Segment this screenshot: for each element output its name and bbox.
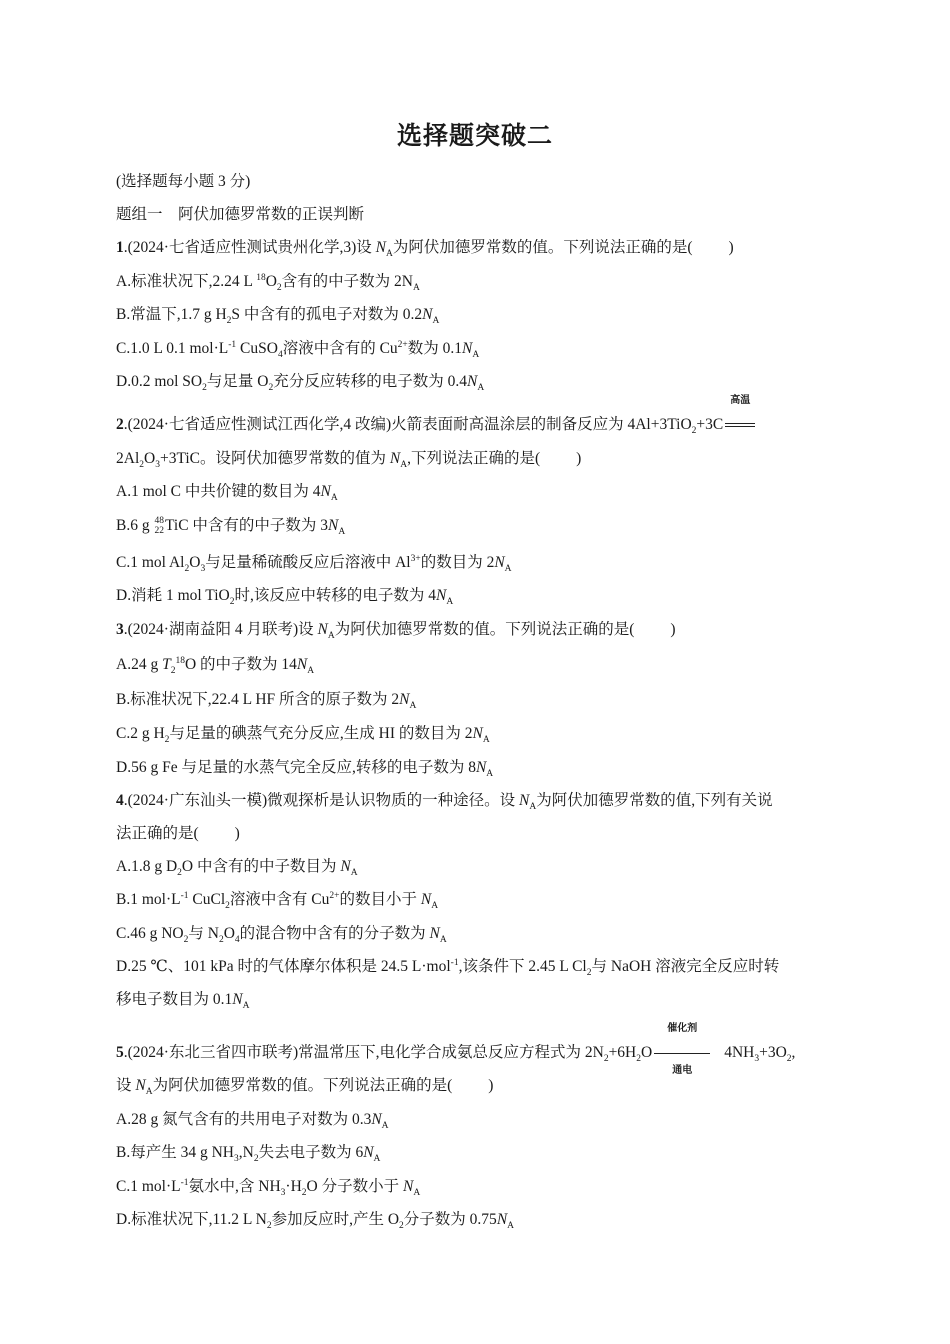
question-4-option-c: C.46 g $NO_2$与 $N_2O_4$的混合物中含有的分子数为 $N_A$: [116, 925, 447, 946]
question-5-option-b: B.每产生 34 g $NH_3,N_2$失去电子数为 $6N_A$: [116, 1144, 381, 1165]
question-4-option-d-line2: 移电子数目为 $0.1N_A$: [116, 991, 250, 1012]
reaction-condition: 高温: [725, 415, 755, 435]
question-5-option-c: C.1 $mol\cdot L^{-1}$氨水中,含 $NH_3\cdot H_2O$ 分子数小于 $N_A$: [116, 1177, 421, 1199]
question-5-stem: 5.(2024·东北三省四市联考)常温常压下,电化学合成氨总反应方程式为 $2N_2+6H_2O$ 催化剂 通电 $4NH_3+3O_2$,: [116, 1023, 796, 1076]
question-1-option-d: D.0.2 mol $SO_2$与足量 $O_2$充分反应转移的电子数为 $0.4N_A$: [116, 373, 485, 394]
question-1-option-b: B.常温下,1.7 g $H_2S$ 中含有的孤电子对数为 $0.2N_A$: [116, 306, 440, 327]
question-4-stem-line2: 法正确的是( ): [116, 825, 240, 842]
question-3-option-a: A.24 g $T_2^{18}O$ 的中子数为 $14N_A$: [116, 655, 315, 677]
question-4-option-a: A.1.8 g $D_2O$ 中含有的中子数目为 $N_A$: [116, 858, 358, 879]
question-2-option-a: A.1 mol C 中共价键的数目为 $4N_A$: [116, 483, 338, 504]
question-1-option-a: A.标准状况下,2.24 L $^{18}O_2$含有的中子数为 $2N_A$: [116, 272, 420, 294]
question-4-stem: 4.(2024·广东汕头一模)微观探析是认识物质的一种途径。设 $N_A$为阿伏加德罗常数的值,下列有关说: [116, 792, 773, 813]
question-4-option-b: B.1 $mol\cdot L^{-1}$ CuCl$_2$溶液中含有 $Cu^{2+}$的数目小于 $N_A$: [116, 890, 439, 912]
score-note: (选择题每小题 3 分): [116, 173, 251, 190]
question-3-option-d: D.56 g Fe 与足量的水蒸气完全反应,转移的电子数为 $8N_A$: [116, 759, 494, 780]
question-5-option-d: D.标准状况下,11.2 L $N_2$参加反应时,产生 $O_2$分子数为 $0.75N_A$: [116, 1211, 515, 1232]
question-5-option-a: A.28 g 氮气含有的共用电子对数为 $0.3N_A$: [116, 1111, 389, 1132]
question-4-option-d: D.25 ℃、101 kPa 时的气体摩尔体积是 24.5 L·mol$^{-1}$,该条件下 2.45 L $Cl_2$与 NaOH 溶液完全反应时转: [116, 957, 780, 979]
question-2-stem: 2.(2024·七省适应性测试江西化学,4 改编)火箭表面耐高温涂层的制备反应为 4Al+3TiO$_2$+3C 高温: [116, 415, 757, 435]
reaction-condition: 催化剂 通电: [654, 1043, 710, 1063]
question-3-option-b: B.标准状况下,22.4 L HF 所含的原子数为 $2N_A$: [116, 691, 417, 712]
question-1-stem: 1.(2024·七省适应性测试贵州化学,3)设 $N_A$为阿伏加德罗常数的值。下列说法正确的是( ): [116, 239, 734, 260]
question-5-stem-line2: 设 $N_A$为阿伏加德罗常数的值。下列说法正确的是( ): [116, 1077, 494, 1098]
question-1-option-c: C.1.0 L 0.1 $mol\cdot L^{-1}$ CuSO$_4$溶液中含有的 $Cu^{2+}$数为 $0.1N_A$: [116, 339, 480, 361]
question-2-stem-line2: $2Al_2O_3+3TiC$。设阿伏加德罗常数的值为 $N_A$,下列说法正确的是( ): [116, 450, 582, 471]
question-2-option-c: C.1 mol $Al_2O_3$与足量稀硫酸反应后溶液中 $Al^{3+}$的数目为 $2N_A$: [116, 553, 512, 575]
question-3-stem: 3.(2024·湖南益阳 4 月联考)设 $N_A$为阿伏加德罗常数的值。下列说法正确的是( ): [116, 621, 676, 642]
question-2-option-b: B.6 g 48 22 TiC 中含有的中子数为 $3N_A$: [116, 516, 346, 538]
page-title: 选择题突破二: [396, 121, 553, 150]
group-heading: 题组一 阿伏加德罗常数的正误判断: [116, 206, 365, 223]
question-3-option-c: C.2 g $H_2$与足量的碘蒸气充分反应,生成 HI 的数目为 $2N_A$: [116, 725, 490, 746]
nuclide-notation: 48 22: [154, 516, 164, 537]
question-2-option-d: D.消耗 1 mol TiO$_2$时,该反应中转移的电子数为 $4N_A$: [116, 587, 454, 608]
